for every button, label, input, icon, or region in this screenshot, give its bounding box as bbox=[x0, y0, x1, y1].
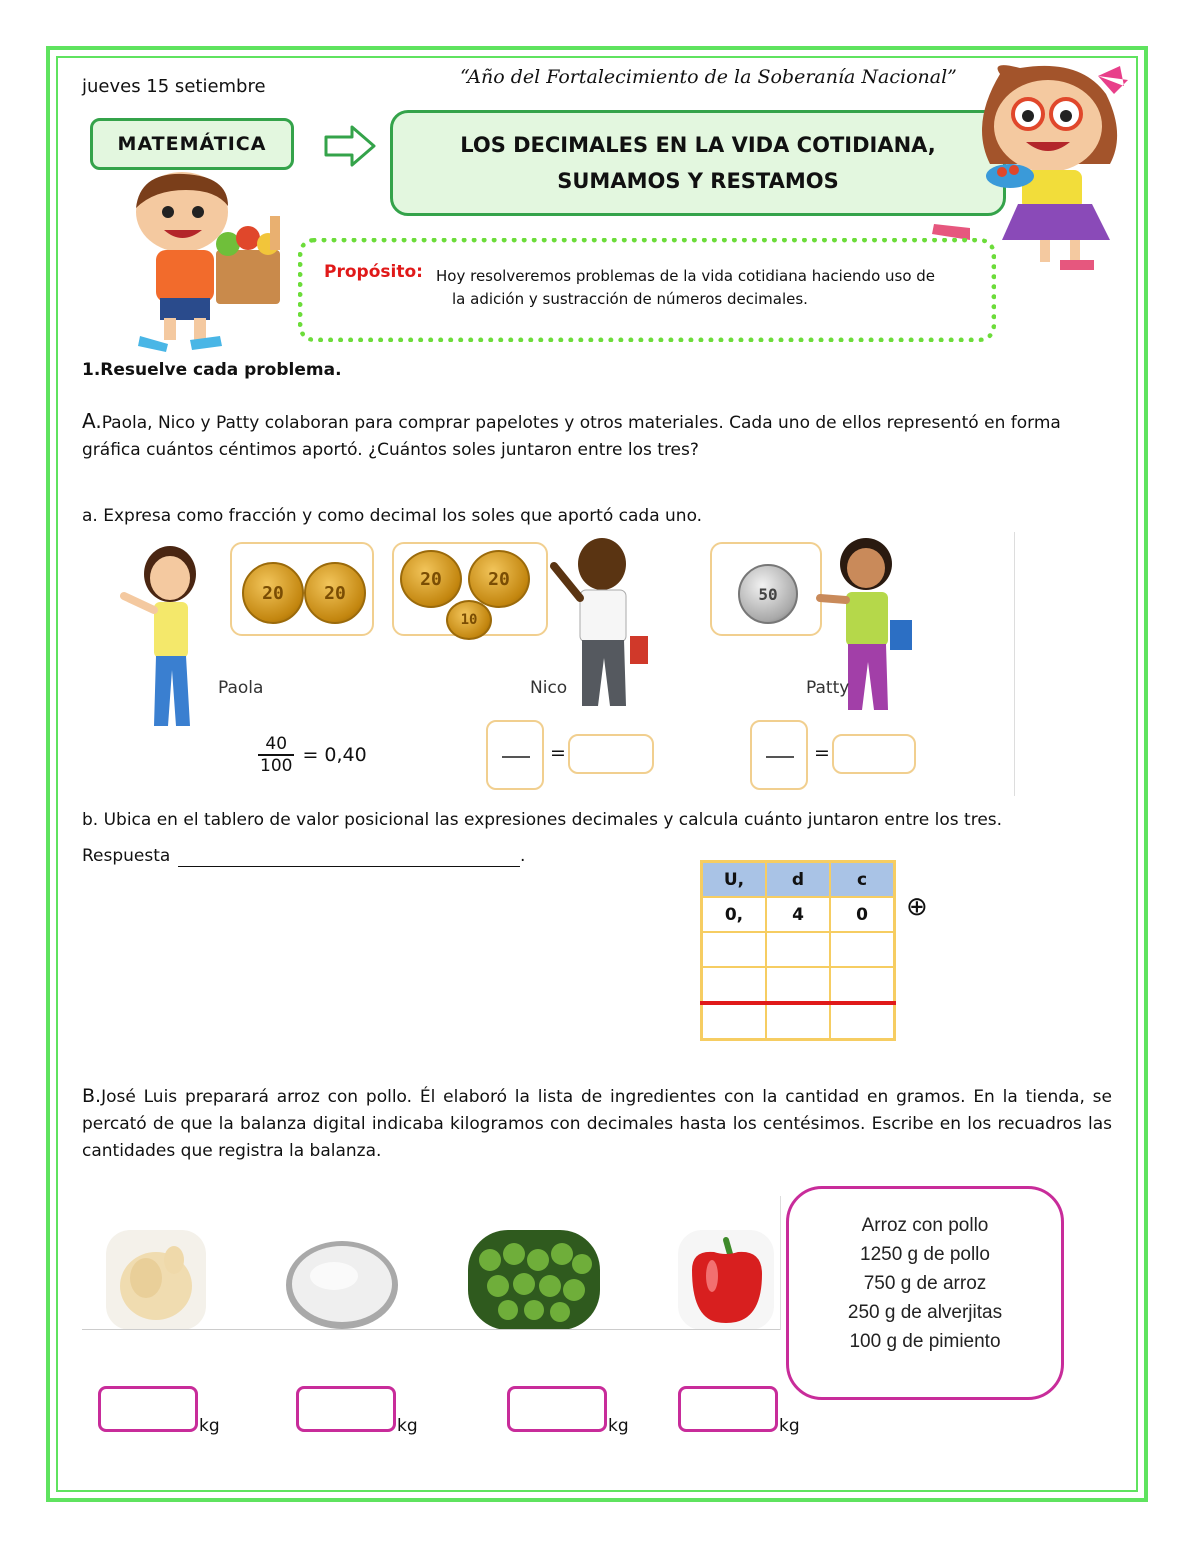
chicken-kg-unit: kg bbox=[199, 1416, 220, 1436]
food-divider bbox=[780, 1196, 781, 1330]
table-header-units: U, bbox=[702, 862, 767, 898]
table-cell: 0, bbox=[702, 897, 767, 932]
nico-coin-3: 10 bbox=[446, 600, 492, 640]
subject-badge: MATEMÁTICA bbox=[90, 118, 294, 170]
problem-a-statement: Paola, Nico y Patty colaboran para comprar papelotes y otros materiales. Cada uno de ellos representó en forma gráfica cuántos céntimos aportó. ¿Cuántos soles juntaron entre los tres? bbox=[82, 413, 1061, 460]
recipe-line-rice: 750 g de arroz bbox=[863, 1273, 987, 1294]
recipe-box bbox=[786, 1186, 1064, 1400]
example-numerator: 40 bbox=[265, 734, 288, 754]
year-motto: “Año del Fortalecimiento de la Soberanía Nacional” bbox=[460, 66, 957, 88]
problem-a-text bbox=[82, 408, 1112, 464]
example-fraction bbox=[258, 734, 367, 776]
boy-with-groceries-illustration bbox=[120, 172, 310, 354]
patty-fraction-input[interactable] bbox=[750, 720, 808, 790]
table-cell[interactable] bbox=[702, 967, 767, 1003]
bell-pepper-image bbox=[678, 1230, 774, 1330]
purpose-text-line2: la adición y sustracción de números decimales. bbox=[452, 290, 808, 308]
paola-name: Paola bbox=[218, 678, 264, 698]
table-cell[interactable] bbox=[766, 932, 830, 967]
purpose-text-line1: Hoy resolveremos problemas de la vida cotidiana haciendo uso de bbox=[436, 267, 936, 285]
food-baseline bbox=[82, 1329, 780, 1330]
recipe-title: Arroz con pollo bbox=[861, 1215, 989, 1236]
place-value-table bbox=[700, 860, 896, 1041]
pepper-kg-unit: kg bbox=[779, 1416, 800, 1436]
rice-kg-unit: kg bbox=[397, 1416, 418, 1436]
rice-kg-input[interactable] bbox=[296, 1386, 396, 1432]
section-heading: 1.Resuelve cada problema. bbox=[82, 360, 342, 380]
item-a-instruction: a. Expresa como fracción y como decimal los soles que aportó cada uno. bbox=[82, 506, 703, 526]
table-cell[interactable] bbox=[830, 932, 895, 967]
answer-end-period: . bbox=[520, 846, 526, 866]
peas-kg-unit: kg bbox=[608, 1416, 629, 1436]
nico-equals-sign: = bbox=[550, 742, 566, 764]
table-cell[interactable] bbox=[830, 1003, 895, 1040]
table-cell[interactable] bbox=[702, 932, 767, 967]
table-cell[interactable] bbox=[830, 967, 895, 1003]
paola-coin-2: 20 bbox=[304, 562, 366, 624]
nico-coin-2: 20 bbox=[468, 550, 530, 608]
example-denominator: 100 bbox=[260, 756, 293, 776]
recipe-line-pepper: 100 g de pimiento bbox=[849, 1331, 1001, 1352]
paola-coin-1: 20 bbox=[242, 562, 304, 624]
table-header-hundredths: c bbox=[830, 862, 895, 898]
chicken-image bbox=[106, 1230, 206, 1330]
patty-coin-1: 50 bbox=[738, 564, 798, 624]
date-label: jueves 15 setiembre bbox=[82, 76, 266, 97]
coins-illustration bbox=[110, 532, 1015, 796]
table-cell[interactable] bbox=[702, 1003, 767, 1040]
table-cell: 0 bbox=[830, 897, 895, 932]
paola-speech-bubble bbox=[230, 542, 374, 636]
rice-image bbox=[284, 1240, 400, 1330]
table-header-tenths: d bbox=[766, 862, 830, 898]
patty-decimal-input[interactable] bbox=[832, 734, 916, 774]
lesson-title-line1: LOS DECIMALES EN LA VIDA COTIDIANA, bbox=[460, 133, 936, 157]
answer-label: Respuesta bbox=[82, 846, 171, 866]
table-cell[interactable] bbox=[766, 967, 830, 1003]
pepper-kg-input[interactable] bbox=[678, 1386, 778, 1432]
lesson-title bbox=[390, 110, 1006, 216]
purpose-label: Propósito: bbox=[324, 262, 423, 282]
problem-b-text bbox=[82, 1083, 1112, 1165]
paola-figure bbox=[118, 540, 218, 740]
item-b-instruction: b. Ubica en el tablero de valor posicional las expresiones decimales y calcula cuánto juntaron entre los tres. bbox=[82, 810, 1003, 830]
patty-equals-sign: = bbox=[814, 742, 830, 764]
example-result: = 0,40 bbox=[302, 744, 367, 766]
nico-speech-bubble bbox=[392, 542, 548, 636]
problem-b-statement: José Luis preparará arroz con pollo. Él elaboró la lista de ingredientes con la cantidad en gramos. En la tienda, se percató de que la balanza digital indicaba kilogramos con decimales hasta los centésimos. Escribe en los recuadros las cantidades que registra la balanza. bbox=[82, 1087, 1112, 1161]
nico-fraction-input[interactable] bbox=[486, 720, 544, 790]
peas-kg-input[interactable] bbox=[507, 1386, 607, 1432]
problem-b-letter: B. bbox=[82, 1085, 102, 1107]
nico-decimal-input[interactable] bbox=[568, 734, 654, 774]
recipe-line-peas: 250 g de alverjitas bbox=[847, 1302, 1003, 1323]
answer-line-input[interactable] bbox=[178, 866, 520, 867]
chicken-kg-input[interactable] bbox=[98, 1386, 198, 1432]
nico-coin-1: 20 bbox=[400, 550, 462, 608]
patty-speech-bubble bbox=[710, 542, 822, 636]
problem-a-letter: A. bbox=[82, 409, 102, 433]
nico-name: Nico bbox=[530, 678, 568, 698]
patty-name: Patty bbox=[806, 678, 850, 698]
lesson-title-line2: SUMAMOS Y RESTAMOS bbox=[557, 169, 839, 193]
table-cell: 4 bbox=[766, 897, 830, 932]
plus-icon: ⊕ bbox=[906, 892, 928, 922]
arrow-right-icon bbox=[322, 124, 378, 168]
recipe-line-chicken: 1250 g de pollo bbox=[860, 1244, 990, 1265]
table-cell[interactable] bbox=[766, 1003, 830, 1040]
peas-image bbox=[468, 1230, 600, 1330]
